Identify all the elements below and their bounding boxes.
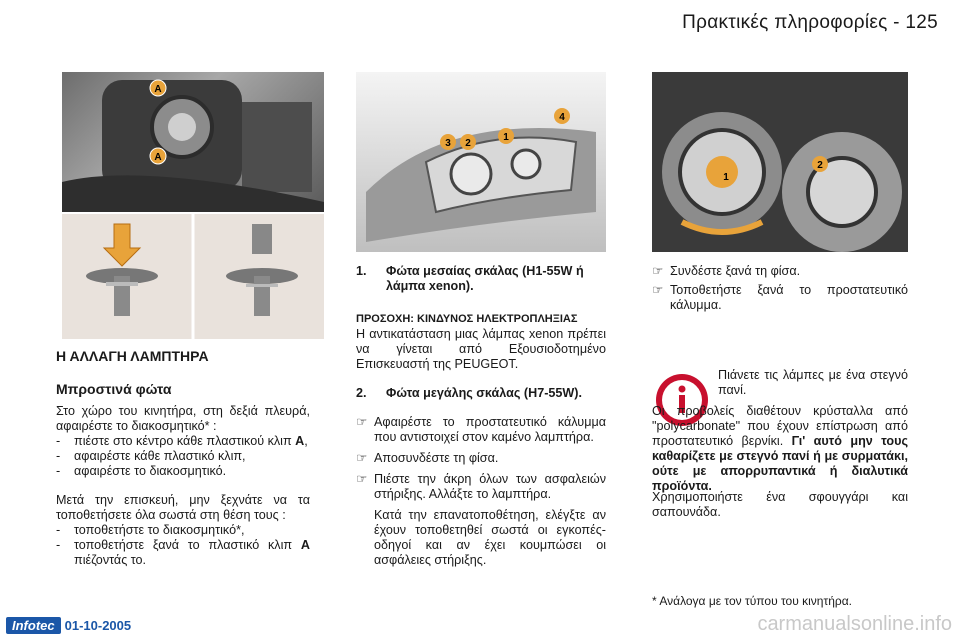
step-item: - τοποθετήστε το διακοσμητικό*, xyxy=(56,523,245,537)
info-p2: Οι προβολείς διαθέτουν κρύσταλλα από "polycarbonate" που έχουν επίστρωση από προστατευτικό βερνίκι. Γι' αυτό μην τους καθαρίζετε με στεγνό πανί ή με συρματάκι, ούτε με απορρυπαντικά ή διαλυτικά προϊόντα. xyxy=(652,404,908,493)
col2-body xyxy=(356,264,606,568)
infotec-logo: Infotec xyxy=(6,617,61,634)
footnote: * Ανάλογα με τον τύπου του κινητήρα. xyxy=(652,594,852,608)
headlight-photo xyxy=(356,72,606,252)
col3-bullets xyxy=(652,264,908,313)
clip-label-a-top xyxy=(150,80,166,96)
step-item: - αφαιρέστε το διακοσμητικό. xyxy=(56,464,227,478)
callout-bulb-1 xyxy=(718,168,734,184)
callout-1 xyxy=(498,128,514,144)
section-title: Η ΑΛΛΑΓΗ ΛΑΜΠΤΗΡΑ xyxy=(56,348,209,364)
warning-text: Η αντικατάσταση μιας λάμπας xenon πρέπει να γίνεται από Εξουσιοδοτημένο Επισκευαστή της PEUGEOT. xyxy=(356,327,606,371)
bullet-item: ☞ Αφαιρέστε το προστατευτικό κάλυμμα που αντιστοιχεί στον καμένο λαμπτήρα. xyxy=(356,415,606,444)
bullet-item: ☞ Αποσυνδέστε τη φίσα. xyxy=(356,451,499,465)
item-2: 2. Φώτα μεγάλης σκάλας (H7-55W). xyxy=(356,386,582,400)
callout-3 xyxy=(440,134,456,150)
footer-date: 01-10-2005 xyxy=(64,618,132,633)
info-p3: Χρησιμοποιήστε ένα σφουγγάρι και σαπουνάδα. xyxy=(652,490,908,519)
callout-bulb-2 xyxy=(812,156,828,172)
footer xyxy=(6,617,131,634)
step-item: - αφαιρέστε κάθε πλαστικό κλιπ, xyxy=(56,449,246,463)
callout-2 xyxy=(460,134,476,150)
warning-title: ΠΡΟΣΟΧΗ: ΚΙΝΔΥΝΟΣ ΗΛΕΚΤΡΟΠΛΗΞΙΑΣ xyxy=(356,313,578,325)
svg-text:3: 3 xyxy=(445,138,451,149)
step-item: - πιέστε στο κέντρο κάθε πλαστικού κλιπ A, xyxy=(56,434,308,448)
intro-text: Στο χώρο του κινητήρα, στη δεξιά πλευρά, αφαιρέστε το διακοσμητικό* : xyxy=(56,404,310,433)
step-item: - τοποθετήστε ξανά το πλαστικό κλιπ A πιέζοντάς το. xyxy=(56,538,310,567)
bullet-tail: Κατά την επανατοποθέτηση, ελέγξτε αν έχουν τοποθετηθεί σωστά οι εγκοπές-οδηγοί και αν έχει κουμπώσει οι ασφάλειες στήριξης. xyxy=(374,508,606,567)
bullet-item: ☞ Τοποθετήστε ξανά το προστατευτικό κάλυμμα. xyxy=(652,283,908,312)
svg-text:4: 4 xyxy=(559,112,565,123)
col1-body xyxy=(56,404,310,568)
bulb-removal-photo xyxy=(652,72,908,252)
watermark: carmanualsonline.info xyxy=(757,613,952,635)
svg-text:1: 1 xyxy=(503,132,509,143)
engine-bay-photo xyxy=(62,72,324,212)
svg-text:A: A xyxy=(154,84,162,95)
bullet-item: ☞ Πιέστε την άκρη όλων των ασφαλειών στήριξης. Αλλάξτε το λαμπτήρα. xyxy=(356,472,606,501)
svg-text:A: A xyxy=(154,152,162,163)
clip-diagram xyxy=(62,214,324,339)
svg-text:2: 2 xyxy=(465,138,471,149)
callout-4 xyxy=(554,108,570,124)
subsection-title: Μπροστινά φώτα xyxy=(56,381,172,397)
info-p1: Πιάνετε τις λάμπες με ένα στεγνό πανί. xyxy=(718,368,908,397)
reinstall-text: Μετά την επισκευή, μην ξεχνάτε να τα τοποθετήσετε όλα σωστά στη θέση τους : xyxy=(56,493,310,522)
svg-text:1: 1 xyxy=(723,172,729,183)
bullet-item: ☞ Συνδέστε ξανά τη φίσα. xyxy=(652,264,801,278)
svg-text:2: 2 xyxy=(817,160,823,171)
item-1: 1. Φώτα μεσαίας σκάλας (H1-55W ή λάμπα xenon). xyxy=(356,264,584,293)
page-title: Πρακτικές πληροφορίες - 125 xyxy=(682,12,938,33)
clip-label-a-bottom xyxy=(150,148,166,164)
